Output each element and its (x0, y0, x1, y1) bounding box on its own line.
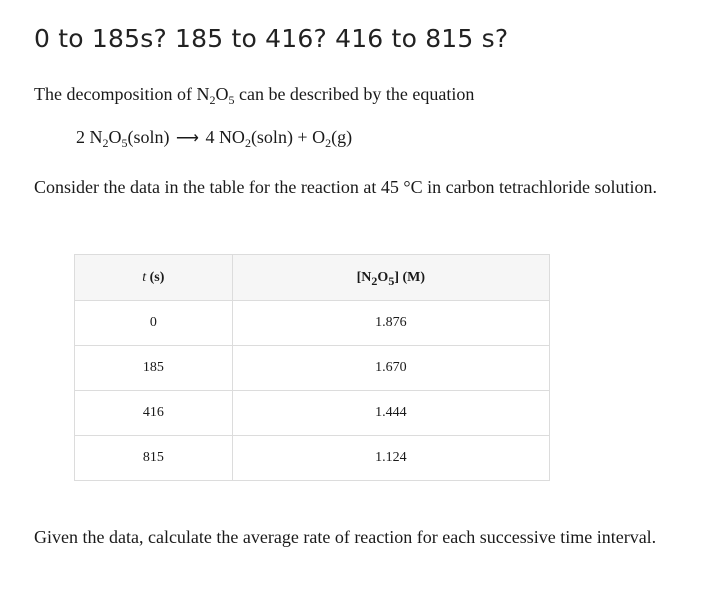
intro-text (34, 84, 474, 105)
data-table (74, 254, 550, 481)
cell-time: 416 (75, 391, 233, 436)
reactant-sub-2: 2 (102, 136, 109, 150)
intro-prefix: The decomposition of N (34, 84, 210, 104)
reactant-phase: (soln) (127, 127, 170, 147)
table-row (75, 346, 550, 391)
reactant-coef: 2 N (76, 127, 103, 147)
header-time-unit: (s) (146, 269, 165, 285)
consider-text: Consider the data in the table for the reaction at 45 °C in carbon tetrachloride solution. (34, 177, 658, 197)
header-time (75, 255, 233, 301)
product-o2-sub: 2 (325, 136, 332, 150)
header-conc-close: ] (M) (394, 269, 426, 285)
header-conc-sub-2: 2 (371, 273, 378, 288)
product-o2-phase: (g) (331, 127, 353, 147)
question-title: 0 to 185s? 185 to 416? 416 to 815 s? (34, 24, 509, 53)
reactant-sub-5: 5 (121, 136, 128, 150)
cell-time: 815 (75, 436, 233, 481)
header-conc-sub-5: 5 (388, 273, 395, 288)
product-no2: 4 NO (205, 127, 245, 147)
cell-concentration: 1.670 (232, 346, 549, 391)
intro-sub-2: 2 (209, 93, 216, 107)
product-phase-plus-o: (soln) + O (250, 127, 326, 147)
header-conc-oxygen: O (377, 269, 389, 285)
reaction-arrow-icon: ⟶ (176, 130, 199, 147)
cell-concentration: 1.124 (232, 436, 549, 481)
intro-suffix: can be described by the equation (234, 84, 475, 104)
table-row (75, 391, 550, 436)
cell-time: 0 (75, 301, 233, 346)
cell-concentration: 1.444 (232, 391, 549, 436)
product-no2-sub: 2 (244, 136, 251, 150)
reactant-oxygen: O (108, 127, 122, 147)
intro-sub-5: 5 (228, 93, 235, 107)
given-text: Given the data, calculate the average rate of reaction for each successive time interval. (34, 527, 657, 547)
cell-time: 185 (75, 346, 233, 391)
chemical-equation (76, 127, 352, 148)
header-concentration (232, 255, 549, 301)
table-header-row (75, 255, 550, 301)
header-conc-open: [N (356, 269, 372, 285)
intro-oxygen: O (215, 84, 229, 104)
header-time-var: t (142, 269, 147, 285)
table-row (75, 436, 550, 481)
table-row (75, 301, 550, 346)
cell-concentration: 1.876 (232, 301, 549, 346)
